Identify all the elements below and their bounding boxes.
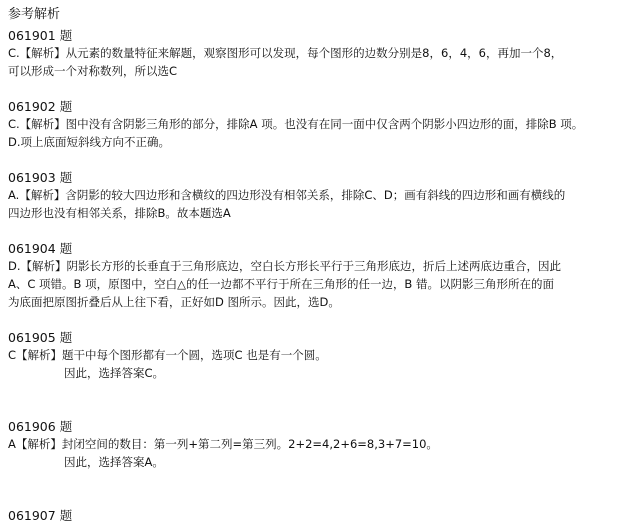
question-id: 061903 题 [8,170,73,185]
question-id: 061902 题 [8,99,73,114]
question-id: 061904 题 [8,241,73,256]
question-id: 061901 题 [8,28,73,43]
explanation-line: D.【解析】阴影长方形的长垂直于三角形底边，空白长方形长平行于三角形底边，折后上述两底边重合，因此 [8,259,562,273]
explanation-line: 为底面把原图折叠后从上往下看，正好如D 图所示。因此，选D。 [8,295,340,309]
explanation-line: A.【解析】含阴影的较大四边形和含横纹的四边形没有相邻关系，排除C、D；画有斜线的四边形和画有横线的 [8,188,566,202]
question-entry-061907 [8,507,618,524]
explanation-line: 可以形成一个对称数列，所以选C [8,64,178,78]
explanation-line: 四边形也没有相邻关系，排除B。故本题选A [8,206,231,220]
question-entry-061902 [8,98,618,151]
explanation-line: A、C 项错。B 项，原图中，空白△的任一边都不平行于所在三角形的任一边，B 错。以阴影三角形所在的面 [8,277,554,291]
conclusion-line: 因此，选择答案A。 [64,455,164,469]
question-id: 061907 题 [8,508,73,523]
question-entry-061906 [8,418,618,471]
explanation-line: C【解析】题干中每个图形都有一个圆，选项C 也是有一个圆。 [8,348,327,362]
conclusion-line: 因此，选择答案C。 [64,366,165,380]
explanation-line: D.项上底面短斜线方向不正确。 [8,135,171,149]
question-entry-061901 [8,27,618,80]
question-id: 061905 题 [8,330,73,345]
page-heading: 参考解析 [8,7,61,22]
question-entry-061905 [8,329,618,382]
question-id: 061906 题 [8,419,73,434]
explanation-line: C.【解析】从元素的数量特征来解题，观察图形可以发现，每个图形的边数分别是8，6，4，6，再加一个8， [8,46,563,60]
question-entry-061904 [8,240,618,311]
question-entry-061903 [8,169,618,222]
explanation-line: A【解析】封闭空间的数目：第一列+第二列=第三列。2+2=4,2+6=8,3+7=10。 [8,437,438,451]
explanation-line: C.【解析】图中没有含阴影三角形的部分，排除A 项。也没有在同一面中仅含两个阴影小四边形的面，排除B 项。 [8,117,584,131]
